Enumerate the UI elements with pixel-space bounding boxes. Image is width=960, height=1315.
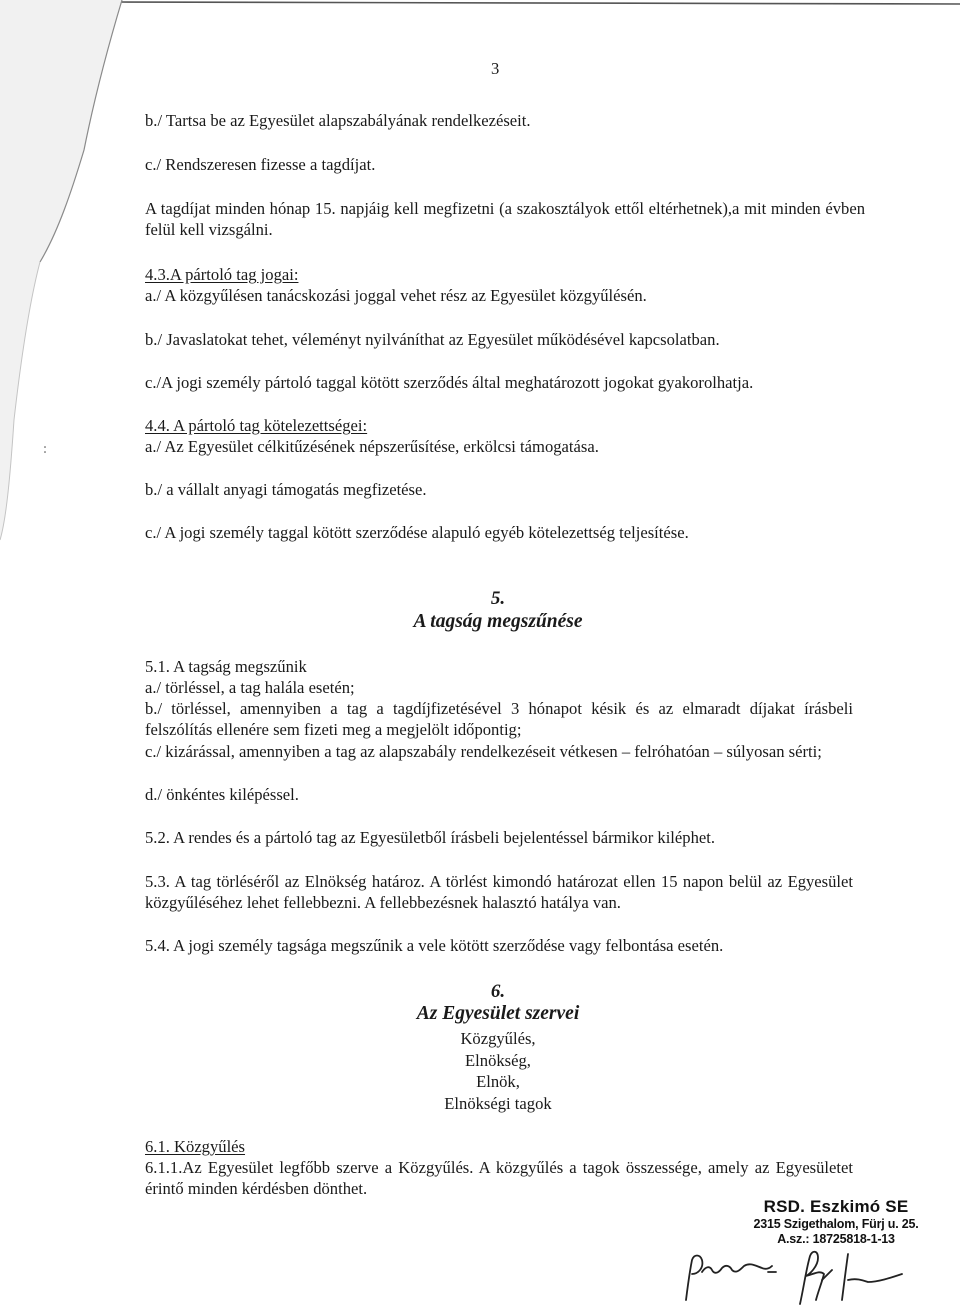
section-6-number: 6. xyxy=(490,981,506,1002)
para-5-1-heading: 5.1. A tagság megszűnik xyxy=(145,657,307,676)
organ-item: Elnökség, xyxy=(465,1051,531,1070)
line-c-fee: c./ Rendszeresen fizesse a tagdíjat. xyxy=(145,155,376,174)
para-5-1-c: c./ kizárással, amennyiben a tag az alapszabály rendelkezéseit vétkesen – felróhatóan – súlyosan sérti; xyxy=(145,742,822,761)
organ-item: Elnökségi tagok xyxy=(444,1094,552,1113)
heading-4-3: 4.3.A pártoló tag jogai: xyxy=(145,265,299,284)
line-b-bylaws: b./ Tartsa be az Egyesület alapszabályának rendelkezéseit. xyxy=(145,111,531,130)
fee-paragraph: A tagdíjat minden hónap 15. napjáig kell megfizetni (a szakosztályok ettől eltérhetnek),a mit minden évben felül kell vizsgálni. xyxy=(145,199,865,239)
heading-4-4: 4.4. A pártoló tag kötelezettségei: xyxy=(145,416,368,435)
para-5-1-d: d./ önkéntes kilépéssel. xyxy=(145,785,299,804)
line-4-3-c: c./A jogi személy pártoló taggal kötött szerződés által meghatározott jogokat gyakorolhatja. xyxy=(145,373,754,392)
para-5-3: 5.3. A tag törléséről az Elnökség határoz. A törlést kimondó határozat ellen 15 napon belül az Egyesület közgyűléséhez lehet fellebbezni. A fellebbezésnek halasztó hatálya van. xyxy=(145,872,853,912)
section-5-title: A tagság megszűnése xyxy=(413,611,583,632)
heading-6-1: 6.1. Közgyűlés xyxy=(145,1137,246,1156)
scan-edge-left xyxy=(0,0,160,1315)
stamp-tax-number: A.sz.: 18725818-1-13 xyxy=(777,1232,895,1246)
organ-item: Közgyűlés, xyxy=(460,1029,536,1048)
para-5-1-b: b./ törléssel, amennyiben a tag a tagdíjfizetésével 3 hónapot késik és az elmaradt díjakat írásbeli felszólítás ellenére sem fizeti meg a megjelölt időpontig; xyxy=(145,699,853,739)
para-5-4: 5.4. A jogi személy tagsága megszűnik a vele kötött szerződése vagy felbontása esetén. xyxy=(145,936,724,955)
page-number: 3 xyxy=(491,59,500,78)
stamp-address: 2315 Szigethalom, Fürj u. 25. xyxy=(753,1217,919,1231)
section-6-title: Az Egyesület szervei xyxy=(416,1003,580,1024)
line-4-3-b: b./ Javaslatokat tehet, véleményt nyilváníthat az Egyesület működésével kapcsolatban. xyxy=(145,330,720,349)
line-4-4-b: b./ a vállalt anyagi támogatás megfizetése. xyxy=(145,480,427,499)
section-5-number: 5. xyxy=(490,588,506,609)
stamp-name: RSD. Eszkimó SE xyxy=(763,1197,909,1216)
signature xyxy=(672,1240,912,1310)
organ-item: Elnök, xyxy=(476,1072,520,1091)
line-4-3-a: a./ A közgyűlésen tanácskozási joggal vehet rész az Egyesület közgyűlésén. xyxy=(145,286,647,305)
line-4-4-a: a./ Az Egyesület célkitűzésének népszerűsítése, erkölcsi támogatása. xyxy=(145,437,599,456)
para-5-1-a: a./ törléssel, a tag halála esetén; xyxy=(145,678,355,697)
para-5-2: 5.2. A rendes és a pártoló tag az Egyesületből írásbeli bejelentéssel bármikor kiléphet. xyxy=(145,828,716,847)
line-4-4-c: c./ A jogi személy taggal kötött szerződése alapuló egyéb kötelezettség teljesítése. xyxy=(145,523,689,542)
para-6-1-1: 6.1.1.Az Egyesület legfőbb szerve a Közgyűlés. A közgyűlés a tagok összessége, amely az Egyesületet érintő minden kérdésben dönthet. xyxy=(145,1158,853,1198)
